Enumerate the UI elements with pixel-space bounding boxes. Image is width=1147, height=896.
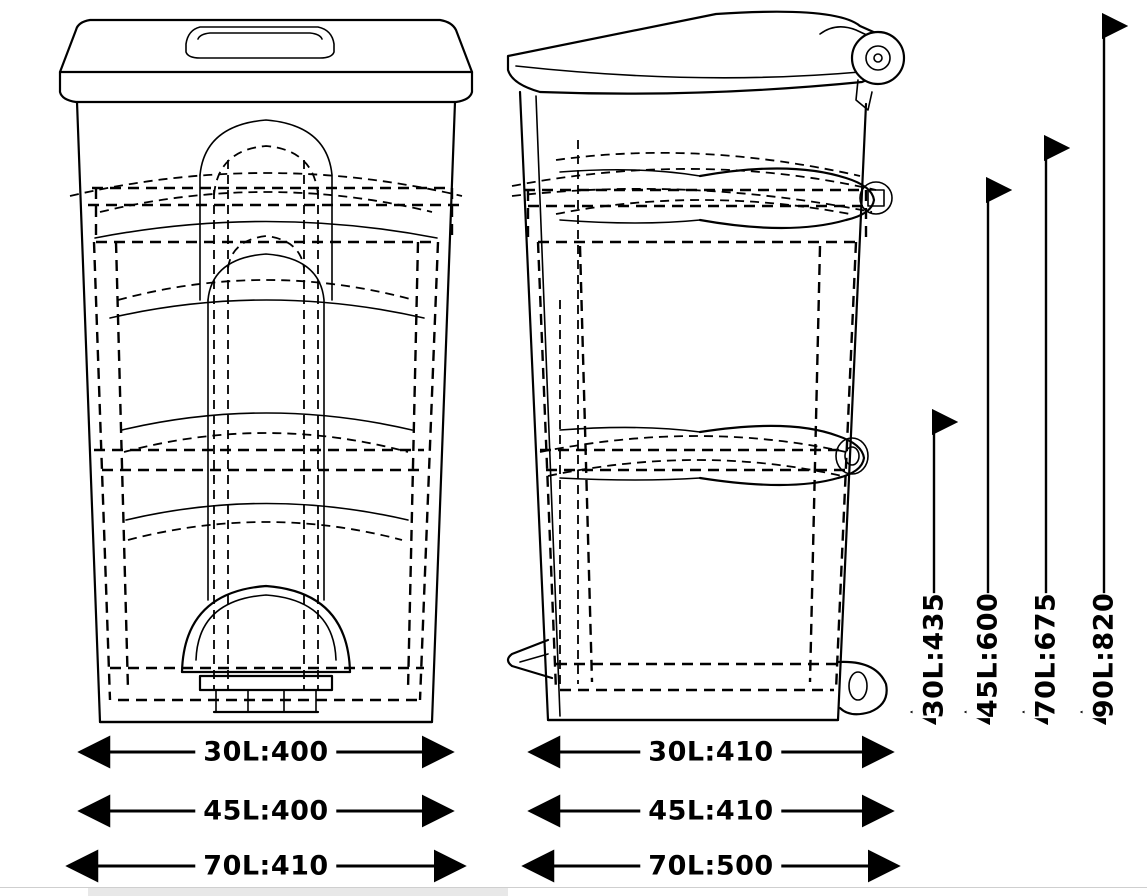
- front-width-label-45l: 45L:400: [195, 796, 336, 827]
- front-width-label-30l: 30L:400: [195, 737, 336, 768]
- height-dimension-label-70l: 70L:675: [1025, 593, 1068, 718]
- page-bottom-edge: [0, 887, 1147, 896]
- side-depth-label-30l: 30L:410: [640, 737, 781, 768]
- vertical-dimension-arrows: [934, 26, 1104, 712]
- height-dimension-label-90l: 90L:820: [1083, 593, 1126, 718]
- front-view-group: [60, 20, 472, 722]
- height-dimension-label-45l: 45L:600: [967, 593, 1010, 718]
- page-bottom-segment: [88, 888, 508, 896]
- front-width-label-70l: 70L:410: [195, 851, 336, 882]
- side-depth-label-70l: 70L:500: [640, 851, 781, 882]
- side-view-group: [508, 12, 904, 720]
- height-dimension-label-30l: 30L:435: [913, 593, 956, 718]
- side-depth-label-45l: 45L:410: [640, 796, 781, 827]
